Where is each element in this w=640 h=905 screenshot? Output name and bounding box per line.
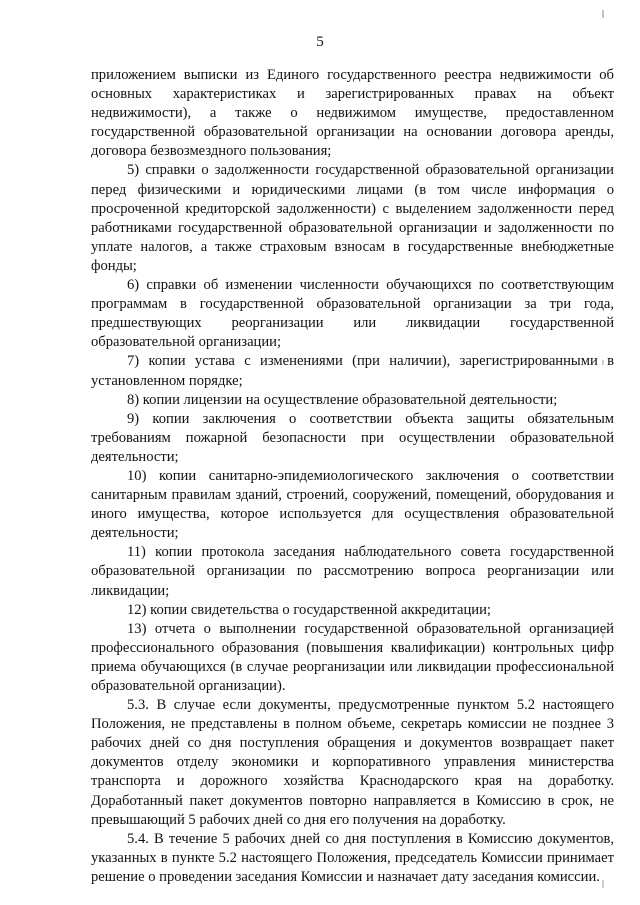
paragraph-item-9: 9) копии заключения о соответствии объекта защиты обязательным требованиям пожарной безопасности при осуществлении образовательной деятельности; xyxy=(91,410,614,465)
paragraph-item-13: 13) отчета о выполнении государственной образовательной организацией профессионального образования (повышения квалификации) контрольных цифр приема обучающихся (в случае реорганизации или ликвидации профессиональной образовательной организации). xyxy=(91,620,614,694)
page-number: 5 xyxy=(316,34,324,50)
paragraph-item-12: 12) копии свидетельства о государственной аккредитации; xyxy=(127,601,491,618)
paragraph-item-5: 5) справки о задолженности государственной образовательной организации перед физическими и юридическими лицами (в том числе информация о просроченной кредиторской задолженности) с выделением задолженности перед работниками государственной образовательной организации и задолженности по уплате налогов, а также страховым взносам в государственные внебюджетные фонды; xyxy=(91,162,614,274)
scan-mark xyxy=(602,10,604,18)
paragraph-continuation: приложением выписки из Единого государственного реестра недвижимости об основных характеристиках и зарегистрированных правах на объект недвижимости), а также о недвижимом имуществе, предоставленном государственной образовательной организации на основании договора аренды, договора безвозмездного пользования; xyxy=(91,67,614,160)
paragraph-5-4: 5.4. В течение 5 рабочих дней со дня поступления в Комиссию документов, указанных в пункте 5.2 настоящего Положения, председатель Комиссии принимает решение о проведении заседания Комиссии и назначает дату заседания комиссии. xyxy=(91,830,614,885)
scan-mark xyxy=(602,880,604,888)
paragraph-item-8: 8) копии лицензии на осуществление образовательной деятельности; xyxy=(127,391,558,408)
scan-mark xyxy=(602,838,604,843)
paragraph-item-10: 10) копии санитарно-эпидемиологического заключения о соответствии санитарным правилам зданий, строений, сооружений, помещений, оборудования и иного имущества, которое используется для осуществления образовательной деятельности; xyxy=(91,467,614,542)
document-body xyxy=(91,66,614,887)
paragraph-5-3: 5.3. В случае если документы, предусмотренные пунктом 5.2 настоящего Положения, не представлены в полном объеме, секретарь комиссии не позднее 3 рабочих дней со дня поступления обращения и документов возвращает пакет документов отделу экономики и корпоративного управления министерства транспорта и дорожного хозяйства Краснодарского края на доработку. Доработанный пакет документов повторно направляется в Комиссию в срок, не превышающий 5 рабочих дней со дня его получения на доработку. xyxy=(91,697,614,828)
paragraph-item-7: 7) копии устава с изменениями (при наличии), зарегистрированными в установленном порядке; xyxy=(91,353,614,389)
scan-mark xyxy=(602,360,604,365)
paragraph-item-11: 11) копии протокола заседания наблюдательного совета государственной образовательной организации по рассмотрению вопроса реорганизации или ликвидации; xyxy=(91,544,614,599)
paragraph-item-6: 6) справки об изменении численности обучающихся по соответствующим программам в государственной образовательной организации за три года, предшествующих реорганизации или ликвидации государственной образовательной организации; xyxy=(91,277,614,351)
scan-mark xyxy=(602,632,604,638)
